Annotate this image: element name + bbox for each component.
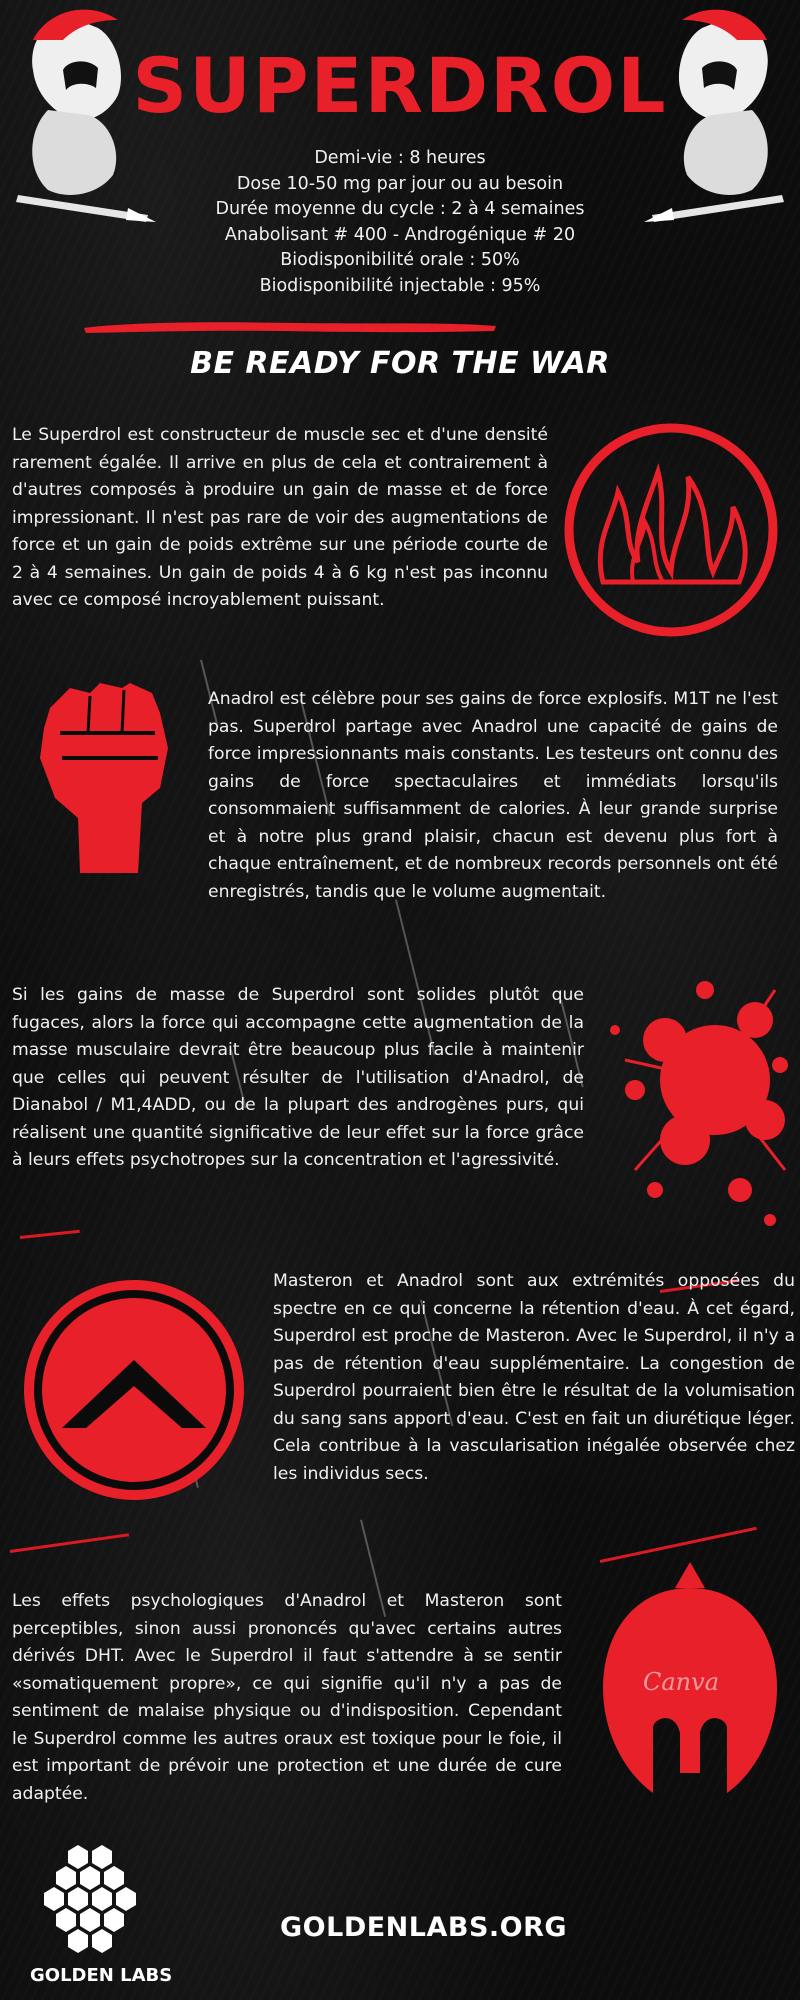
red-brush-stroke-divider [80, 318, 500, 336]
page-title: SUPERDROL [132, 41, 668, 130]
stat-half-life: Demi-vie : 8 heures [314, 148, 486, 168]
brand-name: GOLDEN LABS [30, 1965, 173, 1986]
raised-fist-icon [30, 678, 176, 878]
spartan-shield-icon [22, 1278, 246, 1502]
flame-circle-icon [563, 422, 779, 638]
section-3-text: Si les gains de masse de Superdrol sont solides plutôt que fugaces, alors la force qui accompagne cette augmentation de la masse musculaire devrait être beaucoup plus facile à maintenir que celles qui peuvent résulter de l'utilisation d'Anadrol, de Dianabol / M1,4ADD, ou de la plupart des androgènes purs, qui réalisent une quantité significative de leur effet sur la force grâce à leurs effets psychotropes sur la concentration et l'agressivité. [12, 985, 584, 1170]
golden-labs-hexagon-logo-icon [32, 1845, 152, 1957]
slogan: BE READY FOR THE WAR [190, 346, 610, 381]
watermark-text: Canva [643, 1668, 719, 1696]
section-2-text: Anadrol est célèbre pour ses gains de force explosifs. M1T ne l'est pas. Superdrol partage avec Anadrol une capacité de gains de force impressionnants mais constants. Les testeurs ont connu des gains de force spectaculaires et immédiats lorsqu'ils consommaient suffisamment de calories. À leur grande surprise et à notre plus grand plaisir, chacun est devenu plus fort à chaque entraînement, et de nombreux records personnels ont été enregistrés, tandis que le volume augmentait. [208, 689, 778, 902]
stat-oral-bioavailability: Biodisponibilité orale : 50% [280, 250, 520, 270]
stats-block [160, 146, 640, 299]
stat-cycle-duration: Durée moyenne du cycle : 2 à 4 semaines [215, 199, 585, 219]
section-1-text: Le Superdrol est constructeur de muscle sec et d'une densité rarement égalée. Il arrive en plus de cela et contrairement à d'autres composés à produire un gain de masse et de force impressionant. Il n'est pas rare de voir des augmentations de force et un gain de poids extrême sur une période courte de 2 à 4 semaines. Un gain de poids 4 à 6 kg n'est pas inconnu avec ce composé incroyablement puissant. [12, 425, 548, 610]
spartan-helmet-icon [595, 1558, 785, 1798]
stat-dose: Dose 10-50 mg par jour ou au besoin [236, 173, 564, 194]
section-5-text: Les effets psychologiques d'Anadrol et Masteron sont perceptibles, sinon aussi prononcés qu'avec certains autres dérivés DHT. Avec le Superdrol il faut s'attendre à se sentir «somatiquement propre», ce qui signifie qu'il n'y a pas de sentiment de malaise physique ou d'indisposition. Cependant le Superdrol comme les autres oraux est toxique pour le foie, il est important de prévoir une protection et une durée de cure adaptée. [12, 1591, 562, 1804]
section-4-text: Masteron et Anadrol sont aux extrémités opposées du spectre en ce qui concerne la rétention d'eau. À cet égard, Superdrol est proche de Masteron. Avec le Superdrol, il n'y a pas de rétention d'eau supplémentaire. La congestion de Superdrol pourraient bien être le résultat de la volumisation du sang sans apport d'eau. C'est en fait un diurétique léger. Cela contribue à la vascularisation inégalée observée chez les individus secs. [273, 1271, 795, 1484]
stat-injectable-bioavailability: Biodisponibilité injectable : 95% [259, 275, 541, 296]
stat-anabolic-androgenic: Anabolisant # 400 - Androgénique # 20 [224, 224, 576, 245]
website-url: GOLDENLABS.ORG [280, 1912, 568, 1943]
blood-splatter-icon [595, 970, 795, 1240]
